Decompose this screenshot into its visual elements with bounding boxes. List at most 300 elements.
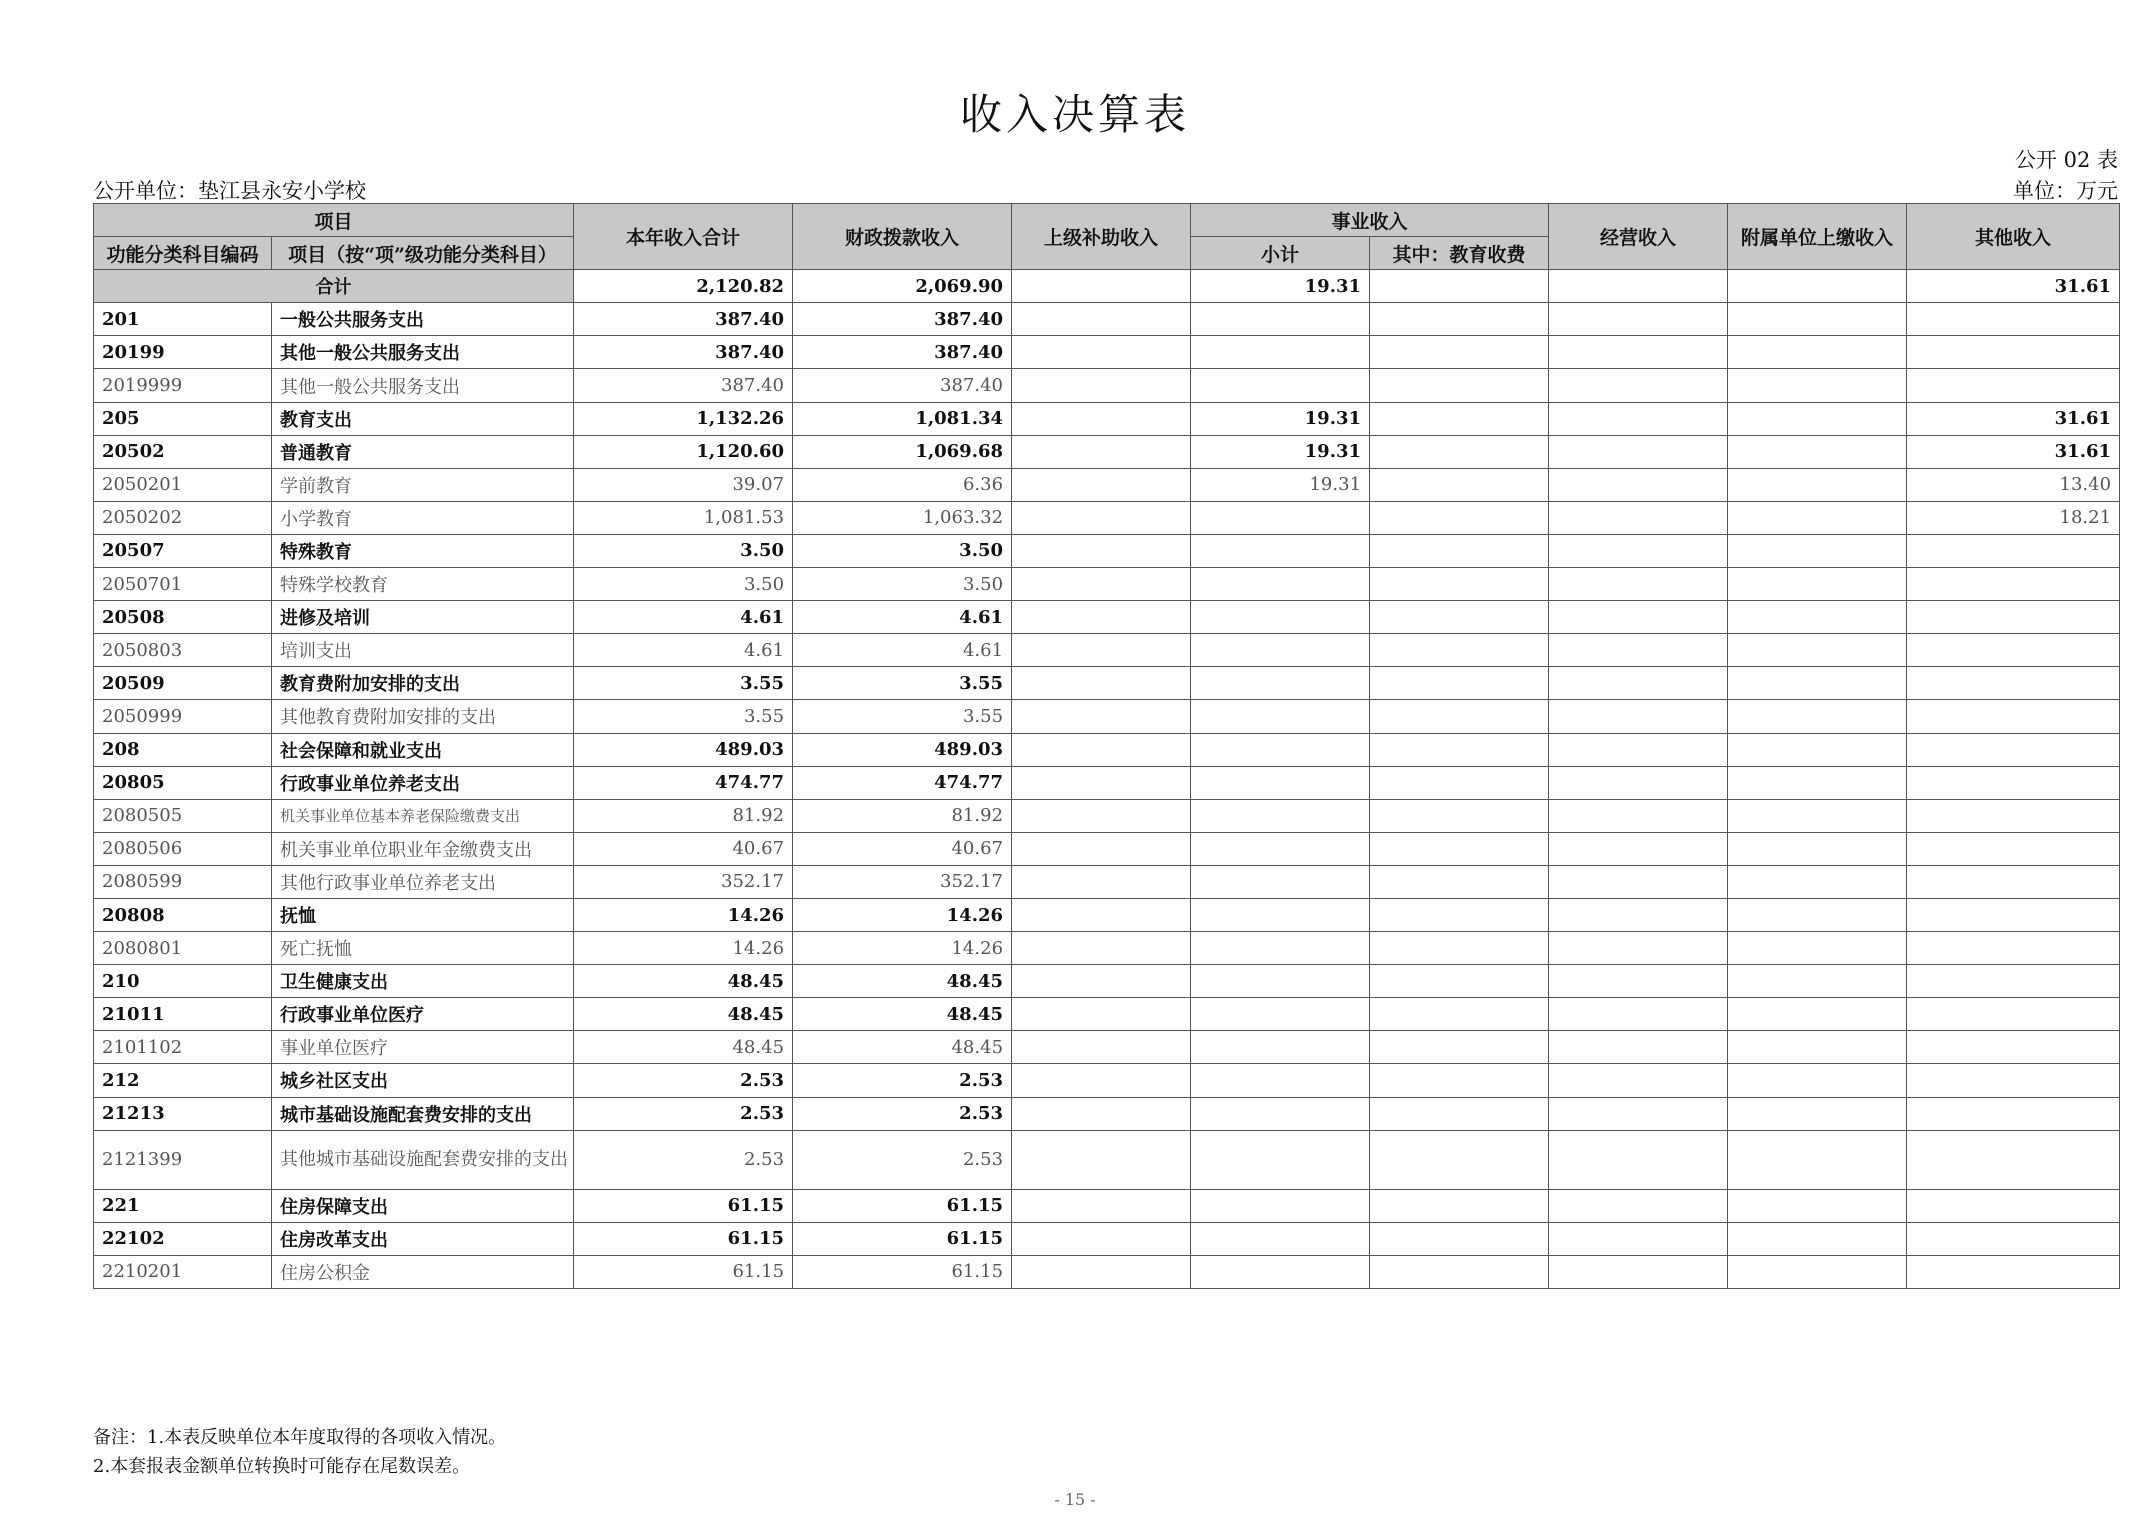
subtotal-cell <box>1191 369 1370 402</box>
subtotal-cell <box>1191 1189 1370 1222</box>
total-cell: 2.53 <box>574 1130 793 1189</box>
upper-cell <box>1012 634 1191 667</box>
func-code-cell: 20502 <box>94 435 272 468</box>
table-row <box>94 1130 2120 1189</box>
total-cell: 3.55 <box>574 667 793 700</box>
edu-fee-cell <box>1370 700 1549 733</box>
total-cell: 48.45 <box>574 965 793 998</box>
table-row <box>94 634 2120 667</box>
total-cell: 61.15 <box>574 1189 793 1222</box>
other-cell <box>1907 865 2120 898</box>
affiliate-cell <box>1728 799 1907 832</box>
func-code-cell: 21011 <box>94 998 272 1031</box>
note-2: 2.本套报表金额单位转换时可能存在尾数误差。 <box>93 1456 471 1477</box>
table-number: 公开 02 表 <box>2014 148 2118 172</box>
edu-fee-cell <box>1370 369 1549 402</box>
affiliate-cell <box>1728 700 1907 733</box>
total-cell: 474.77 <box>574 766 793 799</box>
edu-fee-cell <box>1370 865 1549 898</box>
func-name-cell: 城乡社区支出 <box>272 1064 574 1097</box>
total-cell: 352.17 <box>574 865 793 898</box>
func-code-cell: 2050202 <box>94 501 272 534</box>
total-cell: 14.26 <box>574 932 793 965</box>
total-cell: 4.61 <box>574 634 793 667</box>
func-code-cell: 2080801 <box>94 932 272 965</box>
fiscal-cell: 61.15 <box>793 1255 1012 1288</box>
subtotal-cell <box>1191 700 1370 733</box>
business-cell <box>1549 998 1728 1031</box>
affiliate-cell <box>1728 435 1907 468</box>
total-cell: 81.92 <box>574 799 793 832</box>
func-code-cell: 221 <box>94 1189 272 1222</box>
fiscal-cell: 3.55 <box>793 667 1012 700</box>
total-cell: 3.55 <box>574 700 793 733</box>
func-name-cell: 教育费附加安排的支出 <box>272 667 574 700</box>
business-cell <box>1549 1222 1728 1255</box>
other-cell <box>1907 667 2120 700</box>
upper-cell <box>1012 965 1191 998</box>
func-code-cell: 20805 <box>94 766 272 799</box>
affiliate-cell <box>1728 468 1907 501</box>
func-code-cell: 22102 <box>94 1222 272 1255</box>
func-code-cell: 212 <box>94 1064 272 1097</box>
business-cell <box>1549 832 1728 865</box>
func-code-cell: 2080599 <box>94 865 272 898</box>
other-cell <box>1907 568 2120 601</box>
table-row <box>94 667 2120 700</box>
upper-cell <box>1012 1255 1191 1288</box>
func-name-cell: 培训支出 <box>272 634 574 667</box>
other-cell <box>1907 1031 2120 1064</box>
money-unit: 单位：万元 <box>2013 179 2118 203</box>
table-row <box>94 369 2120 402</box>
total-row <box>94 270 2120 303</box>
affiliate-cell <box>1728 1031 1907 1064</box>
edu-fee-cell <box>1370 667 1549 700</box>
other-cell <box>1907 766 2120 799</box>
affiliate-cell <box>1728 369 1907 402</box>
header-func-code: 功能分类科目编码 <box>94 237 272 270</box>
affiliate-cell <box>1728 832 1907 865</box>
table-row <box>94 1097 2120 1130</box>
table-row <box>94 998 2120 1031</box>
fiscal-cell: 48.45 <box>793 998 1012 1031</box>
header-affiliate: 附属单位上缴收入 <box>1728 204 1907 270</box>
fiscal-cell: 2.53 <box>793 1130 1012 1189</box>
upper-cell <box>1012 534 1191 567</box>
subtotal-cell <box>1191 1097 1370 1130</box>
business-cell <box>1549 932 1728 965</box>
edu-fee-cell <box>1370 1222 1549 1255</box>
affiliate-cell <box>1728 568 1907 601</box>
subtotal-cell <box>1191 601 1370 634</box>
table-row <box>94 832 2120 865</box>
affiliate-cell <box>1728 766 1907 799</box>
upper-cell <box>1012 733 1191 766</box>
total-cell: 387.40 <box>574 303 793 336</box>
func-code-cell: 2121399 <box>94 1130 272 1189</box>
upper-cell <box>1012 932 1191 965</box>
table-row <box>94 700 2120 733</box>
edu-fee-cell <box>1370 534 1549 567</box>
func-code-cell: 20199 <box>94 336 272 369</box>
fiscal-cell: 1,081.34 <box>793 402 1012 435</box>
subtotal-cell <box>1191 501 1370 534</box>
business-cell <box>1549 766 1728 799</box>
subtotal-cell <box>1191 865 1370 898</box>
func-name-cell: 普通教育 <box>272 435 574 468</box>
table-row <box>94 733 2120 766</box>
upper-cell <box>1012 402 1191 435</box>
fiscal-cell: 387.40 <box>793 303 1012 336</box>
func-code-cell: 21213 <box>94 1097 272 1130</box>
header-other: 其他收入 <box>1907 204 2120 270</box>
func-name-cell: 住房保障支出 <box>272 1189 574 1222</box>
upper-cell <box>1012 998 1191 1031</box>
func-code-cell: 20509 <box>94 667 272 700</box>
affiliate-cell <box>1728 534 1907 567</box>
business-cell <box>1549 1255 1728 1288</box>
func-name-cell: 其他教育费附加安排的支出 <box>272 700 574 733</box>
affiliate-cell <box>1728 303 1907 336</box>
affiliate-cell <box>1728 402 1907 435</box>
upper-cell <box>1012 766 1191 799</box>
total-cell: 39.07 <box>574 468 793 501</box>
upper-cell <box>1012 1097 1191 1130</box>
other-cell <box>1907 1222 2120 1255</box>
upper-cell <box>1012 1222 1191 1255</box>
other-cell <box>1907 601 2120 634</box>
table-row <box>94 501 2120 534</box>
subtotal-cell <box>1191 932 1370 965</box>
business-cell <box>1549 303 1728 336</box>
func-code-cell: 2019999 <box>94 369 272 402</box>
func-name-cell: 社会保障和就业支出 <box>272 733 574 766</box>
affiliate-cell <box>1728 601 1907 634</box>
edu-fee-cell <box>1370 402 1549 435</box>
subtotal-cell <box>1191 1255 1370 1288</box>
page-title: 收入决算表 <box>959 90 1190 139</box>
edu-fee-cell <box>1370 932 1549 965</box>
func-code-cell: 2080506 <box>94 832 272 865</box>
func-name-cell: 特殊教育 <box>272 534 574 567</box>
total-cell: 3.50 <box>574 568 793 601</box>
fiscal-cell: 6.36 <box>793 468 1012 501</box>
fiscal-cell: 352.17 <box>793 865 1012 898</box>
edu-fee-cell <box>1370 998 1549 1031</box>
upper-cell <box>1012 369 1191 402</box>
fiscal-cell: 81.92 <box>793 799 1012 832</box>
edu-fee-cell <box>1370 568 1549 601</box>
other-cell <box>1907 1097 2120 1130</box>
business-cell <box>1549 865 1728 898</box>
business-cell <box>1549 1130 1728 1189</box>
other-cell <box>1907 898 2120 931</box>
fiscal-cell: 1,063.32 <box>793 501 1012 534</box>
fiscal-cell: 4.61 <box>793 634 1012 667</box>
edu-fee-cell <box>1370 336 1549 369</box>
upper-cell <box>1012 568 1191 601</box>
fiscal-cell: 1,069.68 <box>793 435 1012 468</box>
total-subtotal: 19.31 <box>1191 270 1370 303</box>
edu-fee-cell <box>1370 468 1549 501</box>
table-row <box>94 1064 2120 1097</box>
header-item: 项目 <box>94 204 574 237</box>
total-cell: 1,081.53 <box>574 501 793 534</box>
func-code-cell: 2050701 <box>94 568 272 601</box>
edu-fee-cell <box>1370 799 1549 832</box>
func-name-cell: 机关事业单位职业年金缴费支出 <box>272 832 574 865</box>
total-cell: 4.61 <box>574 601 793 634</box>
edu-fee-cell <box>1370 832 1549 865</box>
fiscal-cell: 387.40 <box>793 369 1012 402</box>
func-name-cell: 机关事业单位基本养老保险缴费支出 <box>272 799 574 832</box>
fiscal-cell: 489.03 <box>793 733 1012 766</box>
func-name-cell: 学前教育 <box>272 468 574 501</box>
upper-cell <box>1012 336 1191 369</box>
edu-fee-cell <box>1370 766 1549 799</box>
edu-fee-cell <box>1370 1031 1549 1064</box>
table-row <box>94 1031 2120 1064</box>
header-subtotal: 小计 <box>1191 237 1370 270</box>
total-cell: 489.03 <box>574 733 793 766</box>
business-cell <box>1549 402 1728 435</box>
total-other: 31.61 <box>1907 270 2120 303</box>
other-cell <box>1907 700 2120 733</box>
reporting-unit: 公开单位：垫江县永安小学校 <box>93 179 366 203</box>
func-name-cell: 其他城市基础设施配套费安排的支出 <box>272 1130 574 1189</box>
other-cell <box>1907 799 2120 832</box>
fiscal-cell: 48.45 <box>793 1031 1012 1064</box>
edu-fee-cell <box>1370 634 1549 667</box>
upper-cell <box>1012 468 1191 501</box>
affiliate-cell <box>1728 865 1907 898</box>
total-fiscal: 2,069.90 <box>793 270 1012 303</box>
other-cell <box>1907 1064 2120 1097</box>
func-name-cell: 住房公积金 <box>272 1255 574 1288</box>
affiliate-cell <box>1728 667 1907 700</box>
table-row <box>94 932 2120 965</box>
other-cell <box>1907 832 2120 865</box>
func-code-cell: 20507 <box>94 534 272 567</box>
edu-fee-cell <box>1370 1097 1549 1130</box>
func-code-cell: 201 <box>94 303 272 336</box>
edu-fee-cell <box>1370 1064 1549 1097</box>
subtotal-cell: 19.31 <box>1191 435 1370 468</box>
other-cell <box>1907 369 2120 402</box>
func-code-cell: 2050201 <box>94 468 272 501</box>
business-cell <box>1549 369 1728 402</box>
table-row <box>94 799 2120 832</box>
total-cell: 387.40 <box>574 369 793 402</box>
affiliate-cell <box>1728 336 1907 369</box>
edu-fee-cell <box>1370 1189 1549 1222</box>
fiscal-cell: 14.26 <box>793 898 1012 931</box>
fiscal-cell: 2.53 <box>793 1064 1012 1097</box>
other-cell <box>1907 336 2120 369</box>
other-cell <box>1907 1189 2120 1222</box>
total-edu-fee <box>1370 270 1549 303</box>
total-business <box>1549 270 1728 303</box>
func-name-cell: 抚恤 <box>272 898 574 931</box>
subtotal-cell <box>1191 766 1370 799</box>
fiscal-cell: 3.50 <box>793 534 1012 567</box>
other-cell <box>1907 1255 2120 1288</box>
func-code-cell: 2210201 <box>94 1255 272 1288</box>
total-cell: 2.53 <box>574 1064 793 1097</box>
subtotal-cell <box>1191 733 1370 766</box>
table-row <box>94 534 2120 567</box>
subtotal-cell <box>1191 1031 1370 1064</box>
func-name-cell: 其他行政事业单位养老支出 <box>272 865 574 898</box>
table-row <box>94 568 2120 601</box>
fiscal-cell: 61.15 <box>793 1189 1012 1222</box>
other-cell <box>1907 998 2120 1031</box>
business-cell <box>1549 501 1728 534</box>
subtotal-cell <box>1191 965 1370 998</box>
total-cell: 1,132.26 <box>574 402 793 435</box>
subtotal-cell: 19.31 <box>1191 468 1370 501</box>
subtotal-cell <box>1191 898 1370 931</box>
table-row <box>94 766 2120 799</box>
upper-cell <box>1012 1064 1191 1097</box>
total-total: 2,120.82 <box>574 270 793 303</box>
affiliate-cell <box>1728 634 1907 667</box>
func-name-cell: 特殊学校教育 <box>272 568 574 601</box>
fiscal-cell: 3.50 <box>793 568 1012 601</box>
affiliate-cell <box>1728 1189 1907 1222</box>
business-cell <box>1549 1031 1728 1064</box>
affiliate-cell <box>1728 1222 1907 1255</box>
table-row <box>94 468 2120 501</box>
table-row <box>94 1255 2120 1288</box>
fiscal-cell: 3.55 <box>793 700 1012 733</box>
total-upper <box>1012 270 1191 303</box>
affiliate-cell <box>1728 898 1907 931</box>
func-code-cell: 2080505 <box>94 799 272 832</box>
edu-fee-cell <box>1370 303 1549 336</box>
business-cell <box>1549 568 1728 601</box>
edu-fee-cell <box>1370 733 1549 766</box>
fiscal-cell: 474.77 <box>793 766 1012 799</box>
affiliate-cell <box>1728 501 1907 534</box>
upper-cell <box>1012 865 1191 898</box>
total-affiliate <box>1728 270 1907 303</box>
total-cell: 48.45 <box>574 998 793 1031</box>
total-cell: 48.45 <box>574 1031 793 1064</box>
total-cell: 3.50 <box>574 534 793 567</box>
other-cell: 18.21 <box>1907 501 2120 534</box>
subtotal-cell <box>1191 1064 1370 1097</box>
subtotal-cell <box>1191 1222 1370 1255</box>
fiscal-cell: 48.45 <box>793 965 1012 998</box>
fiscal-cell: 14.26 <box>793 932 1012 965</box>
func-name-cell: 其他一般公共服务支出 <box>272 336 574 369</box>
affiliate-cell <box>1728 1255 1907 1288</box>
subtotal-cell <box>1191 534 1370 567</box>
total-cell: 387.40 <box>574 336 793 369</box>
affiliate-cell <box>1728 733 1907 766</box>
table-row <box>94 402 2120 435</box>
fiscal-cell: 61.15 <box>793 1222 1012 1255</box>
upper-cell <box>1012 601 1191 634</box>
page-number: - 15 - <box>1054 1490 1096 1509</box>
subtotal-cell <box>1191 634 1370 667</box>
other-cell <box>1907 932 2120 965</box>
header-upper: 上级补助收入 <box>1012 204 1191 270</box>
total-cell: 61.15 <box>574 1255 793 1288</box>
table-row <box>94 303 2120 336</box>
func-code-cell: 20508 <box>94 601 272 634</box>
upper-cell <box>1012 898 1191 931</box>
upper-cell <box>1012 1031 1191 1064</box>
table-row <box>94 601 2120 634</box>
other-cell: 31.61 <box>1907 435 2120 468</box>
total-cell: 1,120.60 <box>574 435 793 468</box>
affiliate-cell <box>1728 932 1907 965</box>
upper-cell <box>1012 303 1191 336</box>
table-row <box>94 1222 2120 1255</box>
func-code-cell: 210 <box>94 965 272 998</box>
affiliate-cell <box>1728 965 1907 998</box>
func-code-cell: 208 <box>94 733 272 766</box>
fiscal-cell: 4.61 <box>793 601 1012 634</box>
edu-fee-cell <box>1370 898 1549 931</box>
business-cell <box>1549 601 1728 634</box>
total-cell: 40.67 <box>574 832 793 865</box>
subtotal-cell <box>1191 1130 1370 1189</box>
func-code-cell: 2050803 <box>94 634 272 667</box>
upper-cell <box>1012 1130 1191 1189</box>
table-row <box>94 965 2120 998</box>
other-cell <box>1907 634 2120 667</box>
edu-fee-cell <box>1370 601 1549 634</box>
subtotal-cell <box>1191 667 1370 700</box>
affiliate-cell <box>1728 1097 1907 1130</box>
header-fiscal: 财政拨款收入 <box>793 204 1012 270</box>
income-table <box>93 203 2120 1289</box>
upper-cell <box>1012 1189 1191 1222</box>
func-name-cell: 进修及培训 <box>272 601 574 634</box>
business-cell <box>1549 898 1728 931</box>
edu-fee-cell <box>1370 965 1549 998</box>
func-name-cell: 其他一般公共服务支出 <box>272 369 574 402</box>
business-cell <box>1549 468 1728 501</box>
func-name-cell: 行政事业单位养老支出 <box>272 766 574 799</box>
affiliate-cell <box>1728 1064 1907 1097</box>
total-cell: 14.26 <box>574 898 793 931</box>
business-cell <box>1549 534 1728 567</box>
total-label: 合计 <box>94 270 574 303</box>
business-cell <box>1549 667 1728 700</box>
func-name-cell: 教育支出 <box>272 402 574 435</box>
header-func-name: 项目（按“项”级功能分类科目） <box>272 237 574 270</box>
notes <box>93 1423 506 1481</box>
table-row <box>94 1189 2120 1222</box>
upper-cell <box>1012 832 1191 865</box>
affiliate-cell <box>1728 998 1907 1031</box>
business-cell <box>1549 733 1728 766</box>
edu-fee-cell <box>1370 501 1549 534</box>
func-code-cell: 205 <box>94 402 272 435</box>
business-cell <box>1549 634 1728 667</box>
func-code-cell: 20808 <box>94 898 272 931</box>
business-cell <box>1549 965 1728 998</box>
other-cell: 31.61 <box>1907 402 2120 435</box>
edu-fee-cell <box>1370 1255 1549 1288</box>
table-row <box>94 336 2120 369</box>
func-name-cell: 卫生健康支出 <box>272 965 574 998</box>
